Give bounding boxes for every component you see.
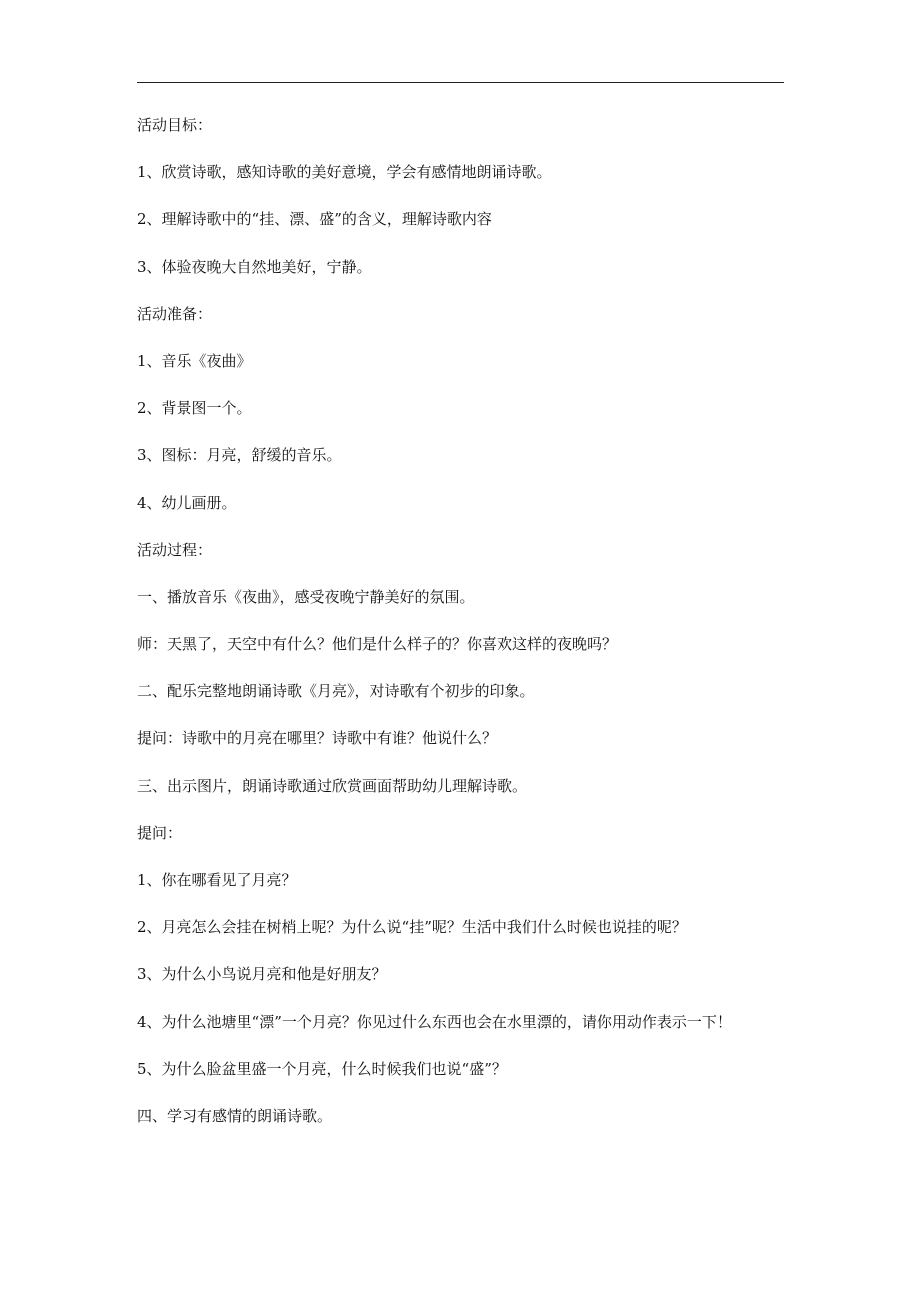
prep-item-3: 3、图标：月亮，舒缓的音乐。 bbox=[137, 446, 342, 465]
prep-item-1: 1、音乐《夜曲》 bbox=[137, 351, 252, 370]
goal-item-2: 2、理解诗歌中的“挂、漂、盛”的含义，理解诗歌内容 bbox=[137, 210, 492, 229]
question-item-4: 4、为什么池塘里“漂”一个月亮？你见过什么东西也会在水里漂的，请你用动作表示一下！ bbox=[137, 1012, 732, 1031]
process-step-2: 二、配乐完整地朗诵诗歌《月亮》，对诗歌有个初步的印象。 bbox=[137, 682, 535, 701]
question-item-1: 1、你在哪看见了月亮？ bbox=[137, 871, 297, 889]
prep-item-4: 4、幼儿画册。 bbox=[137, 493, 237, 512]
question-item-3: 3、为什么小鸟说月亮和他是好朋友？ bbox=[137, 965, 387, 984]
question-item-2: 2、月亮怎么会挂在树梢上呢？为什么说“挂”呢？生活中我们什么时候也说挂的呢？ bbox=[137, 918, 687, 937]
heading-preparation: 活动准备： bbox=[137, 304, 213, 323]
heading-process: 活动过程： bbox=[137, 540, 213, 559]
question-prompt-1: 提问：诗歌中的月亮在哪里？诗歌中有谁？他说什么？ bbox=[137, 729, 498, 748]
process-step-4: 四、学习有感情的朗诵诗歌。 bbox=[137, 1106, 333, 1125]
prep-item-2: 2、背景图一个。 bbox=[137, 399, 252, 418]
teacher-prompt: 师：天黑了，天空中有什么？他们是什么样子的？你喜欢这样的夜晚吗？ bbox=[137, 635, 618, 654]
heading-goals: 活动目标： bbox=[137, 116, 213, 134]
question-item-5: 5、为什么脸盆里盛一个月亮，什么时候我们也说“盛”？ bbox=[137, 1059, 507, 1078]
goal-item-3: 3、体验夜晚大自然地美好，宁静。 bbox=[137, 257, 372, 276]
goal-item-1: 1、欣赏诗歌，感知诗歌的美好意境，学会有感情地朗诵诗歌。 bbox=[137, 163, 552, 182]
process-step-3: 三、出示图片，朗诵诗歌通过欣赏画面帮助幼儿理解诗歌。 bbox=[137, 776, 528, 795]
question-prompt-2: 提问： bbox=[137, 823, 183, 842]
document-body bbox=[137, 113, 797, 1151]
process-step-1: 一、播放音乐《夜曲》，感受夜晚宁静美好的氛围。 bbox=[137, 587, 475, 606]
header-rule bbox=[137, 82, 784, 83]
